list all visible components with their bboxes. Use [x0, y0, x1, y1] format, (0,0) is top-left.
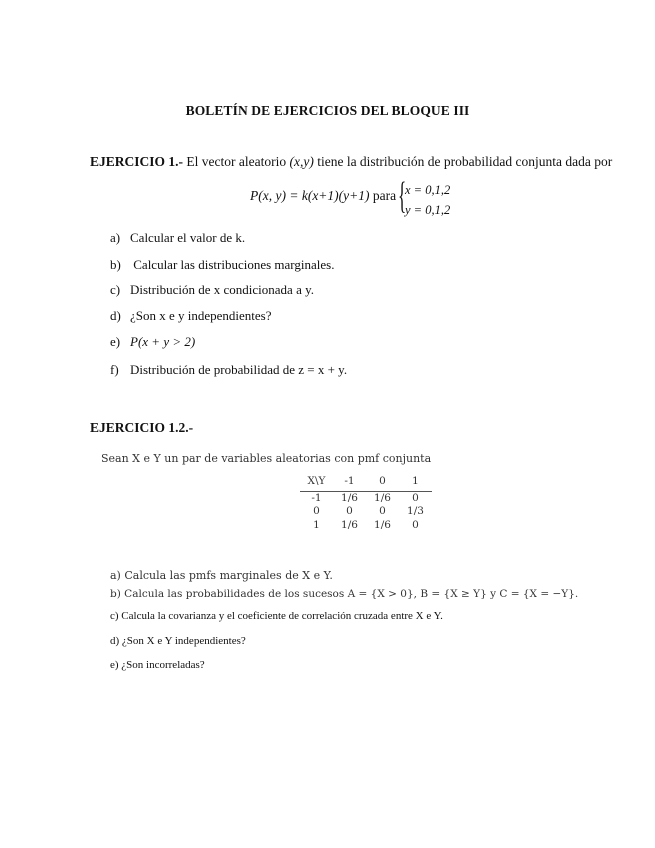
case-x: x = 0,1,2 — [405, 183, 451, 197]
exercise-2-item-b: b) Calcula las probabilidades de los sucesos A = {X > 0}, B = {X ≥ Y} y C = {X = −Y}. — [110, 588, 579, 600]
table-cell: 1/6 — [374, 518, 391, 531]
table-cell: 0 — [346, 505, 353, 517]
table-row — [300, 491, 432, 505]
exercise-2-item-e: e) ¿Son incorreladas? — [110, 659, 205, 671]
exercise-2-item-c: c) Calcula la covarianza y el coeficiente de correlación cruzada entre X e Y. — [110, 610, 443, 622]
exercise-1-item-d: d) ¿Son x e y independientes? — [110, 308, 272, 323]
table-cell: 1/3 — [407, 505, 424, 517]
cases-brace: { — [398, 175, 407, 217]
table-cell: 1 — [313, 518, 320, 531]
page-title: BOLETÍN DE EJERCICIOS DEL BLOQUE III — [185, 103, 470, 118]
exercise-1-intro-after: tiene la distribución de probabilidad conjunta dada por — [313, 154, 613, 169]
exercise-1-item-b: b) Calcular las distribuciones marginales. — [110, 257, 335, 272]
joint-pmf-table — [300, 475, 432, 532]
table-cell: 0 — [313, 505, 320, 517]
exercise-1-item-f: f) Distribución de probabilidad de z = x + y. — [110, 362, 348, 377]
table-cell: 1/6 — [374, 491, 391, 504]
formula-para: para — [372, 188, 397, 203]
exercise-1-item-c: c) Distribución de x condicionada a y. — [110, 282, 314, 297]
exercise-2-item-a: a) Calcula las pmfs marginales de X e Y. — [110, 569, 333, 582]
table-cell: 0 — [412, 518, 419, 531]
formula-cases — [405, 180, 450, 220]
table-row — [300, 505, 432, 519]
table-row — [300, 519, 432, 533]
exercise-1-item-e: e) P(x + y > 2) — [110, 334, 196, 349]
joint-distribution-formula — [250, 188, 396, 204]
table-header-cell: -1 — [333, 475, 366, 491]
table-cell: -1 — [311, 491, 322, 504]
exercise-1-heading: EJERCICIO 1.- — [90, 154, 184, 169]
table-cell: 1/6 — [341, 491, 358, 504]
table-header-cell: 1 — [399, 475, 432, 491]
exercise-2-intro: Sean X e Y un par de variables aleatorias con pmf conjunta — [101, 452, 432, 465]
exercise-2-item-d: d) ¿Son X e Y independientes? — [110, 635, 246, 647]
table-cell: 1/6 — [341, 518, 358, 531]
table-cell: 0 — [379, 505, 386, 517]
exercise-1-intro-before: El vector aleatorio — [183, 154, 290, 169]
table-cell: 0 — [412, 491, 419, 504]
table-header-cell: X\Y — [300, 475, 333, 491]
exercise-1-statement — [90, 154, 612, 170]
table-header-row — [300, 475, 432, 491]
exercise-1-intro-var: (x,y) — [289, 154, 314, 169]
exercise-1-item-a: a) Calcular el valor de k. — [110, 230, 246, 245]
table-header-cell: 0 — [366, 475, 399, 491]
exercise-2-heading: EJERCICIO 1.2.- — [90, 420, 194, 435]
formula-expression: P(x, y) = k(x+1)(y+1) — [250, 188, 370, 203]
case-y: y = 0,1,2 — [405, 203, 451, 217]
